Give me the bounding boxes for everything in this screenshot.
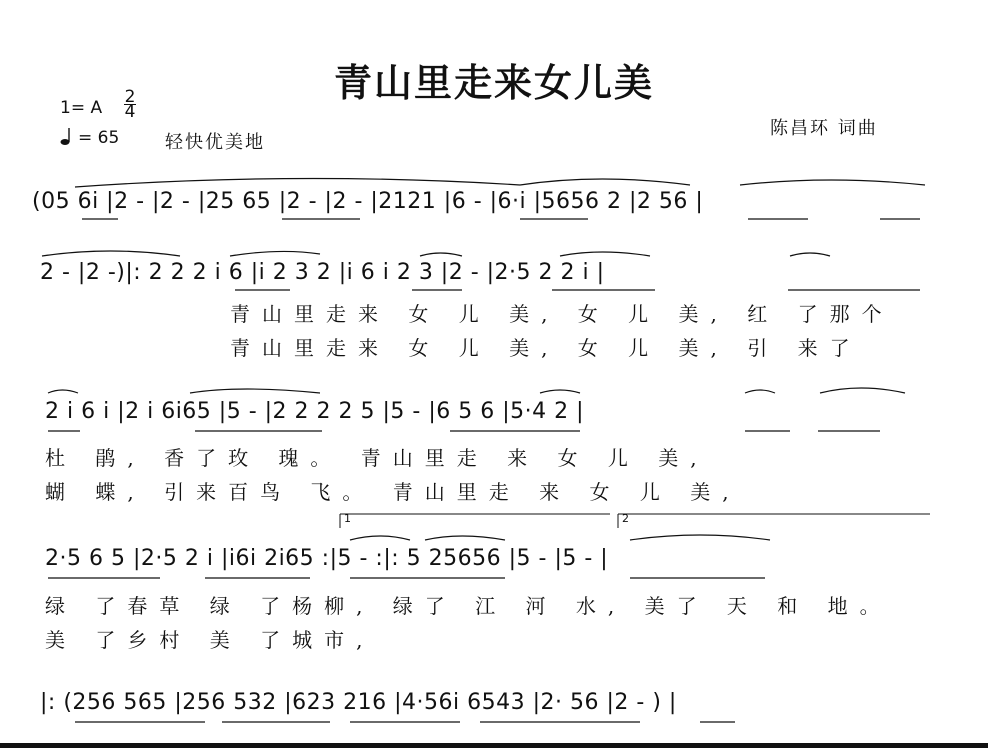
composer-credit: 陈昌环 词曲 [770,118,878,139]
lyric-row-4-verse-2: 美 了乡村 美 了城市, [45,628,375,652]
row-5-marks [0,678,988,738]
row-1-marks [0,175,988,245]
tempo-value: = 65 [78,128,120,148]
lyric-row-2-verse-1: 青山里走来 女 儿 美, 女 儿 美, 红 了那个 [230,302,894,326]
first-ending-label: 1 [344,512,351,525]
lyric-row-3-verse-2: 蝴 蝶, 引来百鸟 飞。 青山里走 来 女 儿 美, [45,480,741,504]
notation-row-2: 2 - |2 -)|: 2 2 2 i 6 |i 2 3 2 |i 6 i 2 3 |2 - |2·5 2 2 i | [40,260,605,285]
second-ending-label: 2 [622,512,629,525]
song-title: 青山里走来女儿美 [333,60,654,105]
notation-row-1: (05 6i |2 - |2 - |25 65 |2 - |2 - |2121 |6 - |6·i |5656 2 |2 56 | [32,189,704,214]
lyric-row-4-verse-1: 绿 了春草 绿 了杨柳, 绿了 江 河 水, 美了 天 和 地。 [45,594,892,618]
lyric-row-2-verse-2: 青山里走来 女 儿 美, 女 儿 美, 引 来了 [230,336,862,360]
notation-row-4: 2·5 6 5 |2·5 2 i |i6i 2i65 :|5 - :|: 5 25656 |5 - |5 - | [45,546,609,571]
lyric-row-3-verse-1: 杜 鹃, 香了玫 瑰。 青山里走 来 女 儿 美, [45,446,709,470]
expression-marking: 轻快优美地 [165,132,265,153]
notation-row-3: 2 i 6 i |2 i 6i65 |5 - |2 2 2 2 5 |5 - |6 5 6 |5·4 2 | [45,399,585,424]
key-signature: 1= A [60,98,103,118]
volta-brackets [0,508,988,528]
page-bottom-border [0,743,988,748]
score-row-1 [0,175,988,245]
time-signature-denominator: 4 [124,102,136,122]
score-row-5 [0,678,988,748]
quarter-note-icon [60,126,74,146]
notation-row-5: |: (256 565 |256 532 |623 216 |4·56i 6543 |2· 56 |2 - ) | [40,690,677,715]
time-signature-numerator: 2 [124,87,136,107]
time-signature [124,87,136,122]
